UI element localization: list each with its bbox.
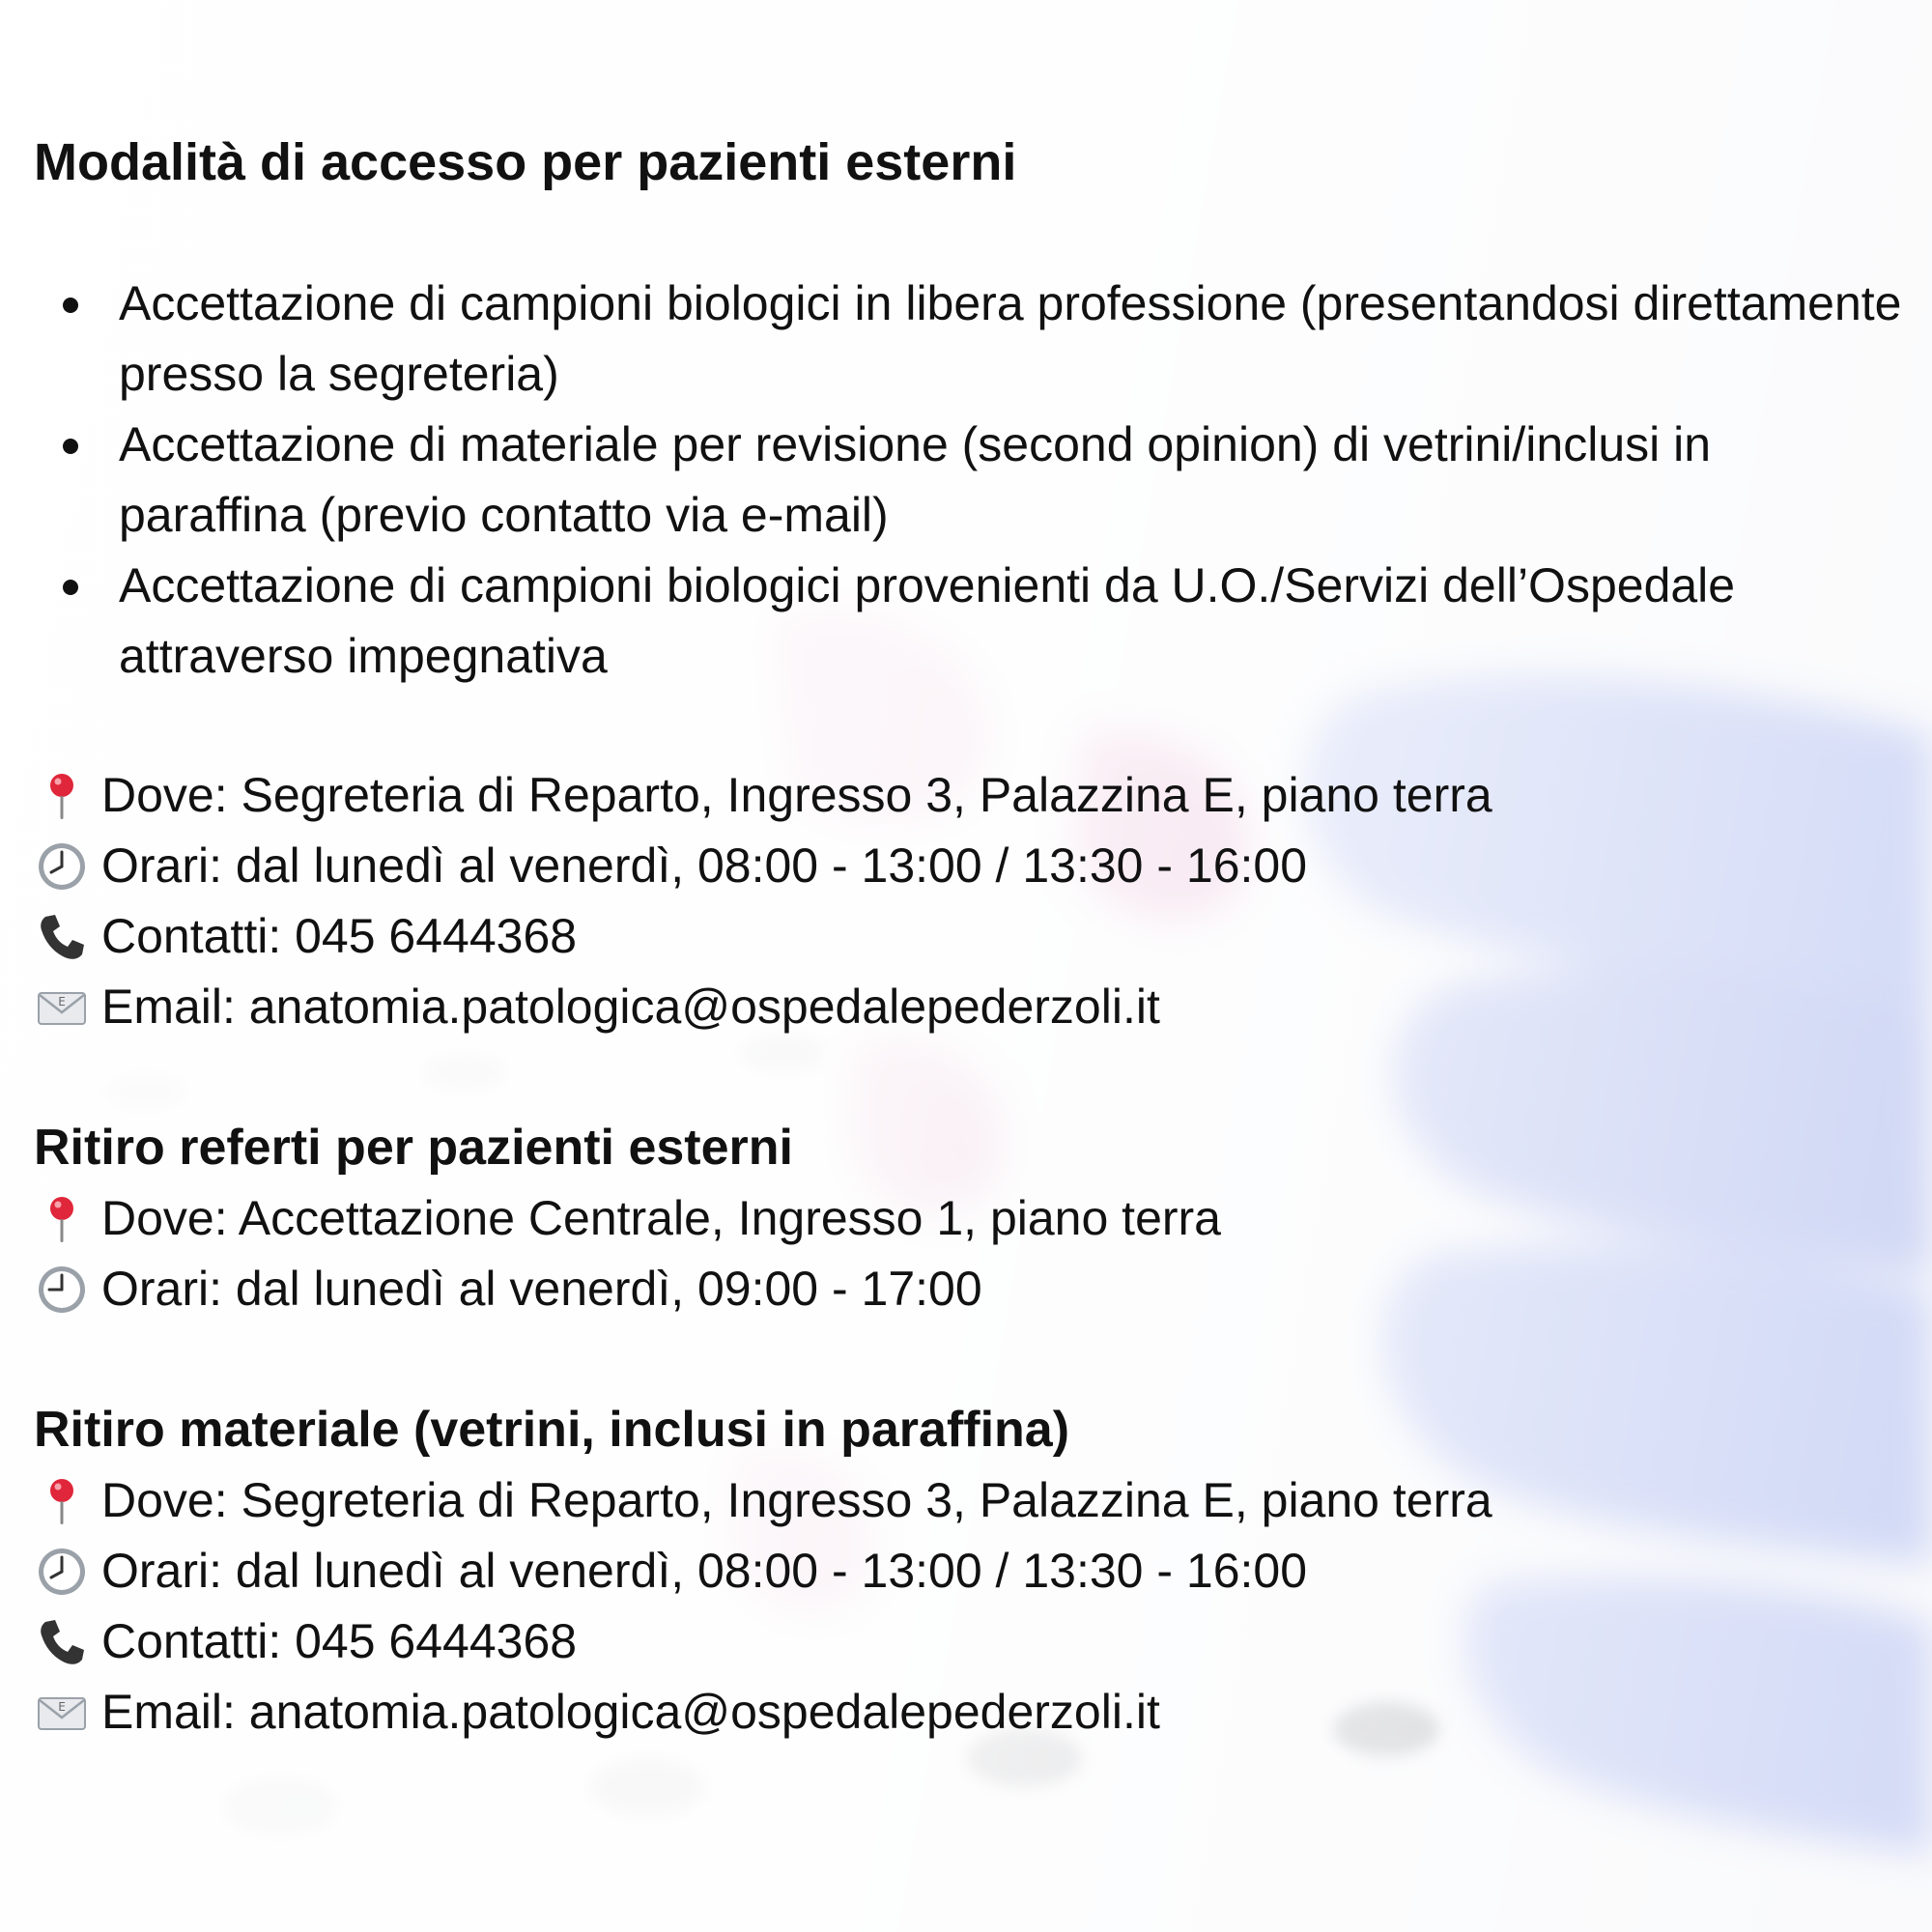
phone-row (34, 1606, 1492, 1677)
location-text: Dove: Segreteria di Reparto, Ingresso 3, Palazzina E, piano terra (101, 768, 1492, 822)
hours-row (34, 1254, 1221, 1324)
list-item-text: Accettazione di campioni biologici provenienti da U.O./Servizi dell’Ospedale attraverso impegnativa (119, 558, 1736, 683)
envelope-icon (34, 980, 90, 1036)
location-row (34, 1183, 1221, 1254)
hours-text: Orari: dal lunedì al venerdì, 08:00 - 13:00 / 13:30 - 16:00 (101, 1544, 1308, 1598)
access-list (34, 269, 1908, 692)
email-link[interactable]: Email: anatomia.patologica@ospedalepederzoli.it (101, 1685, 1160, 1739)
referti-section (34, 1113, 1221, 1324)
telephone-icon (34, 1614, 90, 1670)
hours-text: Orari: dal lunedì al venerdì, 08:00 - 13:00 / 13:30 - 16:00 (101, 838, 1308, 893)
list-item (34, 551, 1908, 692)
clock-icon (34, 1544, 90, 1600)
access-info (34, 760, 1492, 1042)
page-title: Modalità di accesso per pazienti esterni (34, 133, 1017, 191)
list-item (34, 269, 1908, 410)
email-row (34, 1677, 1492, 1747)
clock-icon (34, 838, 90, 895)
hours-text: Orari: dal lunedì al venerdì, 09:00 - 17:00 (101, 1262, 982, 1316)
email-link[interactable]: Email: anatomia.patologica@ospedalepederzoli.it (101, 980, 1160, 1034)
location-text: Dove: Segreteria di Reparto, Ingresso 3, Palazzina E, piano terra (101, 1473, 1492, 1527)
bullet-icon (63, 580, 78, 595)
phone-row (34, 901, 1492, 972)
phone-text: Contatti: 045 6444368 (101, 1614, 578, 1668)
email-row (34, 972, 1492, 1042)
hours-row (34, 831, 1492, 901)
materiale-title: Ritiro materiale (vetrini, inclusi in paraffina) (34, 1402, 1070, 1458)
materiale-section (34, 1395, 1492, 1747)
svg-text:E: E (58, 1699, 66, 1714)
location-row (34, 1465, 1492, 1536)
list-item (34, 410, 1908, 551)
bullet-icon (63, 439, 78, 454)
hours-row (34, 1536, 1492, 1606)
list-item-text: Accettazione di campioni biologici in libera professione (presentandosi direttamente presso la segreteria) (119, 276, 1902, 401)
svg-text:E: E (58, 994, 66, 1009)
location-text: Dove: Accettazione Centrale, Ingresso 1, piano terra (101, 1191, 1221, 1245)
list-item-text: Accettazione di materiale per revisione (second opinion) di vetrini/inclusi in paraffina (previo contatto via e-mail) (119, 417, 1712, 542)
round-pushpin-icon (34, 1473, 90, 1529)
bullet-icon (63, 298, 78, 313)
phone-text: Contatti: 045 6444368 (101, 909, 578, 963)
round-pushpin-icon (34, 768, 90, 824)
referti-title: Ritiro referti per pazienti esterni (34, 1120, 793, 1176)
envelope-icon (34, 1685, 90, 1741)
round-pushpin-icon (34, 1191, 90, 1247)
clock-icon (34, 1262, 90, 1318)
location-row (34, 760, 1492, 831)
telephone-icon (34, 909, 90, 965)
